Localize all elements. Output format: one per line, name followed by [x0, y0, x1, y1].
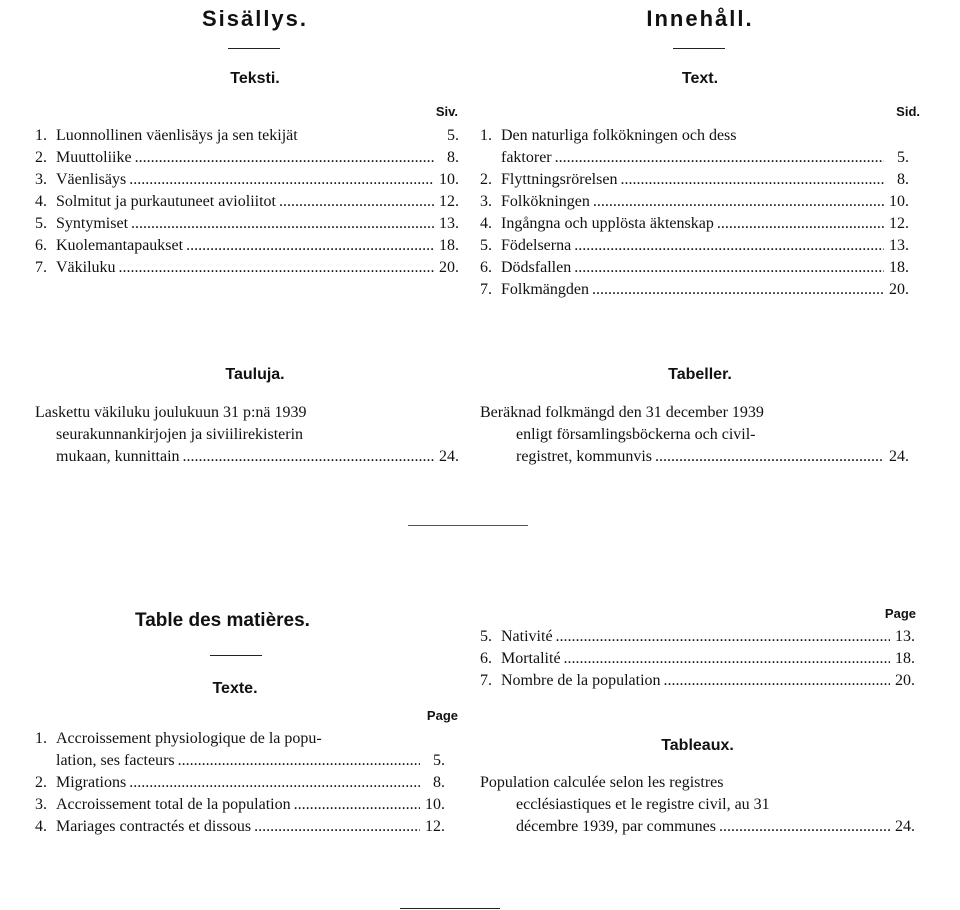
finnish-contents-list — [35, 125, 459, 279]
item-label: lation, ses facteurs — [56, 752, 175, 769]
item-label: Folkökningen — [501, 193, 590, 210]
table-entry-text: ecclésiastiques et le registre civil, au 31 — [516, 796, 770, 813]
table-entry-text: Beräknad folkmängd den 31 december 1939 — [480, 404, 764, 421]
dot-leader — [129, 772, 420, 794]
french-title-rule — [210, 655, 262, 656]
dot-leader — [279, 191, 434, 213]
item-number: 7. — [480, 281, 492, 298]
dot-leader — [664, 670, 890, 692]
item-page: 18. — [439, 237, 459, 254]
item-number: 3. — [35, 171, 47, 188]
french-text-heading: Texte. — [212, 680, 258, 697]
dot-leader — [129, 169, 434, 191]
list-item — [480, 213, 909, 235]
item-number: 5. — [35, 215, 47, 232]
table-entry-text: Laskettu väkiluku joulukuun 31 p:nä 1939 — [35, 404, 307, 421]
french-title: Table des matières. — [135, 610, 310, 631]
swedish-contents-list — [480, 125, 909, 301]
dot-leader — [717, 213, 884, 235]
item-page: 24. — [439, 448, 459, 465]
item-page: 10. — [889, 193, 909, 210]
item-number: 7. — [480, 672, 492, 689]
table-entry-line — [480, 794, 915, 816]
item-label: Väkiluku — [56, 259, 116, 276]
table-entry-line — [480, 772, 915, 794]
finnish-title-rule — [228, 48, 280, 49]
table-entry-line — [480, 446, 909, 468]
dot-leader — [183, 446, 434, 468]
finnish-page-label: Siv. — [435, 104, 458, 119]
item-page: 13. — [895, 628, 915, 645]
item-number: 4. — [480, 215, 492, 232]
dot-leader — [135, 147, 434, 169]
item-page: 18. — [895, 650, 915, 667]
item-number: 2. — [480, 171, 492, 188]
item-page: 20. — [895, 672, 915, 689]
item-label: Väenlisäys — [56, 171, 127, 188]
item-number: 1. — [480, 127, 492, 144]
item-page: 5. — [897, 149, 909, 166]
swedish-tables-heading: Tabeller. — [668, 366, 732, 383]
list-item — [480, 279, 909, 301]
item-number: 3. — [480, 193, 492, 210]
list-item — [35, 772, 445, 794]
item-page: 18. — [889, 259, 909, 276]
item-number: 4. — [35, 818, 47, 835]
list-item — [480, 235, 909, 257]
item-page: 5. — [447, 127, 459, 144]
finnish-text-heading: Teksti. — [230, 70, 280, 87]
item-label: Muuttoliike — [56, 149, 132, 166]
french-contents-list-left — [35, 728, 445, 838]
item-number: 6. — [35, 237, 47, 254]
dot-leader — [564, 648, 890, 670]
item-label: faktorer — [501, 149, 552, 166]
french-page-label-left: Page — [426, 708, 458, 723]
item-number: 1. — [35, 127, 47, 144]
item-label: Syntymiset — [56, 215, 129, 232]
item-label: Ingångna och upplösta äktenskap — [501, 215, 714, 232]
dot-leader — [574, 257, 884, 279]
french-page-label-right: Page — [884, 606, 916, 621]
item-page: 10. — [425, 796, 445, 813]
item-page: 8. — [897, 171, 909, 188]
item-label: Födelserna — [501, 237, 572, 254]
item-label: Nativité — [501, 628, 553, 645]
dot-leader — [178, 750, 420, 772]
bottom-rule — [400, 908, 500, 909]
item-number: 5. — [480, 237, 492, 254]
table-entry-text: décembre 1939, par communes — [516, 818, 716, 835]
item-page: 12. — [439, 193, 459, 210]
item-label: Den naturliga folkökningen och dess — [501, 127, 737, 144]
list-item — [35, 816, 445, 838]
item-label: Kuolemantapaukset — [56, 237, 184, 254]
finnish-tables-heading: Tauluja. — [225, 366, 285, 383]
item-label: Mortalité — [501, 650, 561, 667]
item-page: 24. — [895, 818, 915, 835]
item-label: Nombre de la population — [501, 672, 661, 689]
swedish-tables-entry — [480, 402, 909, 468]
item-label: Mariages contractés et dissous — [56, 818, 252, 835]
finnish-tables-entry — [35, 402, 459, 468]
item-number: 1. — [35, 730, 47, 747]
list-item — [480, 257, 909, 279]
table-entry-line — [480, 402, 909, 424]
item-number: 2. — [35, 149, 47, 166]
list-item — [35, 728, 445, 750]
swedish-text-heading: Text. — [681, 70, 719, 87]
item-label: Accroissement physiologique de la popu- — [56, 730, 322, 747]
dot-leader — [556, 626, 890, 648]
list-item — [35, 257, 459, 279]
list-item — [35, 169, 459, 191]
dot-leader — [254, 816, 420, 838]
item-number: 3. — [35, 796, 47, 813]
item-page: 20. — [889, 281, 909, 298]
list-item — [35, 125, 459, 147]
list-item — [35, 794, 445, 816]
table-entry-line — [480, 424, 909, 446]
item-number: 5. — [480, 628, 492, 645]
item-label: Migrations — [56, 774, 127, 791]
item-page: 13. — [439, 215, 459, 232]
item-label: Dödsfallen — [501, 259, 572, 276]
list-item — [480, 169, 909, 191]
list-item — [480, 626, 915, 648]
dot-leader — [294, 794, 420, 816]
item-label: Flyttningsrörelsen — [501, 171, 618, 188]
item-label: Luonnollinen väenlisäys ja sen tekijät — [56, 127, 298, 144]
french-contents-list-right — [480, 626, 915, 692]
swedish-title: Innehåll. — [646, 6, 754, 31]
item-label: Folkmängden — [501, 281, 589, 298]
item-page: 20. — [439, 259, 459, 276]
item-number: 2. — [35, 774, 47, 791]
item-page: 8. — [447, 149, 459, 166]
list-item — [35, 213, 459, 235]
dot-leader — [119, 257, 434, 279]
item-number: 6. — [480, 259, 492, 276]
table-entry-line — [35, 402, 459, 424]
item-page: 8. — [433, 774, 445, 791]
list-item — [35, 235, 459, 257]
table-entry-text: Population calculée selon les registres — [480, 774, 724, 791]
list-item-continuation — [480, 147, 909, 169]
section-divider — [408, 525, 528, 526]
dot-leader — [131, 213, 434, 235]
french-tables-heading: Tableaux. — [661, 737, 734, 754]
list-item — [480, 191, 909, 213]
table-entry-line — [35, 424, 459, 446]
item-label: Solmitut ja purkautuneet avioliitot — [56, 193, 276, 210]
list-item — [480, 648, 915, 670]
list-item — [480, 670, 915, 692]
item-page: 13. — [889, 237, 909, 254]
item-page: 5. — [433, 752, 445, 769]
item-number: 7. — [35, 259, 47, 276]
item-number: 4. — [35, 193, 47, 210]
dot-leader — [655, 446, 884, 468]
table-entry-text: registret, kommunvis — [516, 448, 652, 465]
table-entry-text: mukaan, kunnittain — [56, 448, 180, 465]
swedish-page-label: Sid. — [896, 104, 920, 119]
finnish-title: Sisällys. — [201, 6, 309, 31]
item-page: 24. — [889, 448, 909, 465]
dot-leader — [593, 191, 884, 213]
item-label: Accroissement total de la population — [56, 796, 291, 813]
item-page: 12. — [425, 818, 445, 835]
item-number: 6. — [480, 650, 492, 667]
table-entry-text: enligt församlingsböckerna och civil- — [516, 426, 756, 443]
swedish-title-rule — [673, 48, 725, 49]
table-entry-line — [35, 446, 459, 468]
list-item — [480, 125, 909, 147]
dot-leader — [592, 279, 884, 301]
dot-leader — [620, 169, 884, 191]
list-item — [35, 147, 459, 169]
list-item — [35, 191, 459, 213]
dot-leader — [719, 816, 890, 838]
item-page: 10. — [439, 171, 459, 188]
table-entry-text: seurakunnankirjojen ja siviilirekisterin — [56, 426, 304, 443]
dot-leader — [555, 147, 884, 169]
table-entry-line — [480, 816, 915, 838]
list-item-continuation — [35, 750, 445, 772]
dot-leader — [574, 235, 884, 257]
item-page: 12. — [889, 215, 909, 232]
dot-leader — [186, 235, 434, 257]
french-tables-entry — [480, 772, 915, 838]
